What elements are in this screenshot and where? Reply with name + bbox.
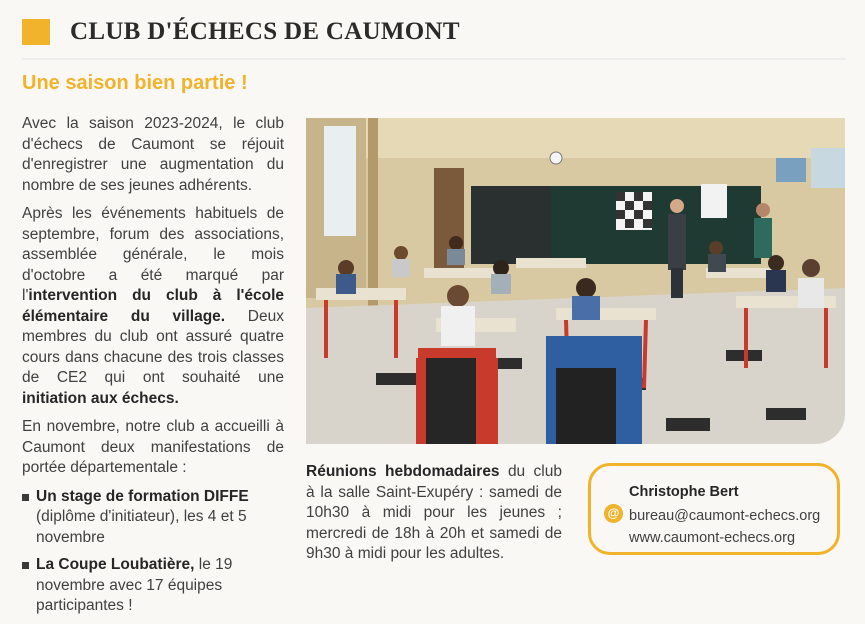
paragraph-events-b: intervention du club à l'école élémentaire du village. xyxy=(22,287,284,325)
paragraph-events-d: initiation aux échecs. xyxy=(22,389,179,407)
list-item-text: (diplôme d'initiateur), les 4 et 5 novembre xyxy=(36,508,247,546)
list-item-bold: Un stage de formation DIFFE xyxy=(36,487,249,505)
list-item xyxy=(22,487,284,549)
at-sign-icon: @ xyxy=(604,504,623,523)
meetings-info xyxy=(306,462,562,565)
article-subtitle: Une saison bien partie ! xyxy=(22,72,248,94)
list-item xyxy=(22,555,284,617)
paragraph-november: En novembre, notre club a accueilli à Caumont deux manifestations de portée départementale : xyxy=(22,418,284,476)
contact-email-link[interactable]: bureau@caumont-echecs.org xyxy=(629,508,821,524)
square-bullet-icon xyxy=(22,494,29,501)
meetings-text: du club à la salle Saint-Exupéry : samedi de 10h30 à midi pour les jeunes ; mercredi de 18h à 20h et samedi de 9h30 à midi pour les adultes. xyxy=(306,463,562,562)
paragraph-events-a: Après les événements habituels de septembre, forum des associations, assemblée générale, le mois d'octobre a été marqué par l' xyxy=(22,205,284,304)
list-item-bold: La Coupe Loubatière, xyxy=(36,556,195,573)
title-accent-square xyxy=(22,19,50,45)
page-title: CLUB D'ÉCHECS DE CAUMONT xyxy=(70,18,460,45)
contact-website-link[interactable]: www.caumont-echecs.org xyxy=(629,530,796,546)
contact-name: Christophe Bert xyxy=(629,484,739,500)
paragraph-events xyxy=(22,204,284,409)
article-body xyxy=(22,114,284,624)
square-bullet-icon xyxy=(22,562,29,569)
paragraph-intro: Avec la saison 2023-2024, le club d'échecs de Caumont se réjouit d'enregistrer une augmentation du nombre de ses jeunes adhérents. xyxy=(22,115,284,194)
header-divider xyxy=(22,58,846,60)
contact-box xyxy=(588,463,840,555)
list-item-text: le 19 novembre avec 17 équipes participantes ! xyxy=(36,556,233,614)
classroom-photo xyxy=(306,118,845,444)
event-list xyxy=(22,487,284,617)
paragraph-events-c: Deux membres du club ont assuré quatre cours dans chacune des trois classes de CE2 qui ont souhaité une xyxy=(22,307,284,386)
meetings-title: Réunions hebdomadaires xyxy=(306,463,500,480)
